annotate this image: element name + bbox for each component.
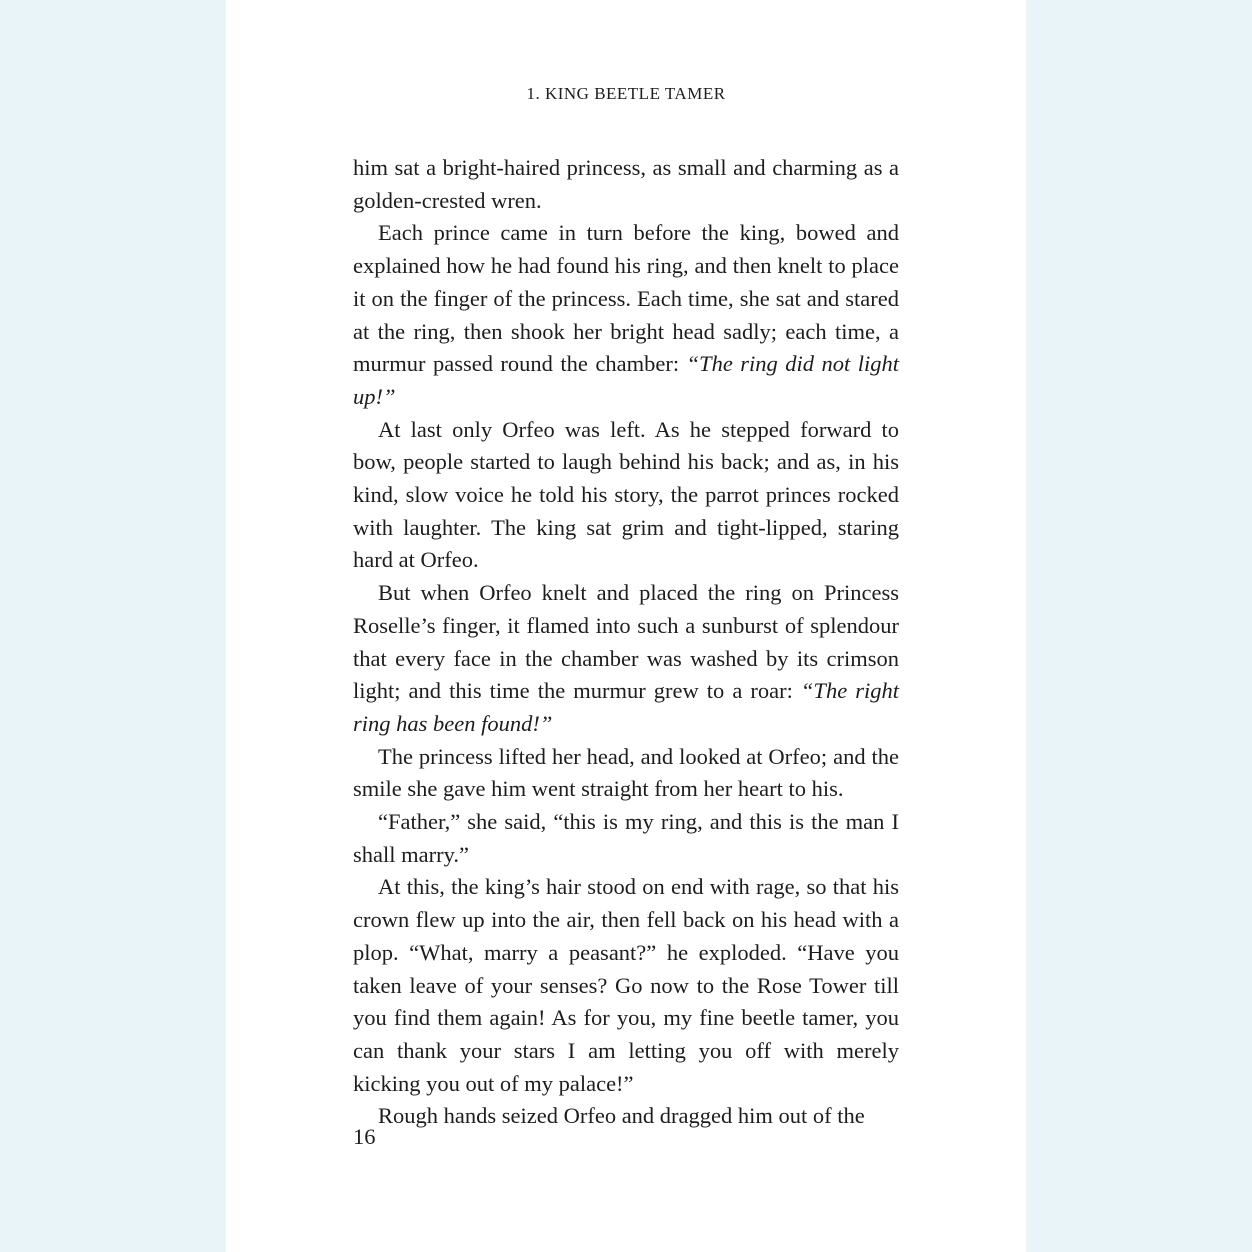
paragraph-6 bbox=[353, 806, 899, 871]
paragraph-6-text: “Father,” she said, “this is my ring, and this is the man I shall marry.” bbox=[353, 809, 899, 867]
paragraph-8 bbox=[353, 1100, 899, 1133]
paragraph-2-text: Each prince came in turn before the king, bowed and explained how he had found his ring, and then knelt to place it on the finger of the princess. Each time, she sat and stared at the ring, then shook her bright head sadly; each time, a murmur passed round the chamber: bbox=[353, 220, 899, 377]
paragraph-3 bbox=[353, 414, 899, 578]
paragraph-4-text: But when Orfeo knelt and placed the ring on Princess Roselle’s finger, it flamed into such a sunburst of splendour that every face in the chamber was washed by its crimson light; and this time the murmur grew to a roar: bbox=[353, 580, 899, 704]
paragraph-2-italic: “The ring did not light up!” bbox=[353, 351, 899, 409]
paragraph-4 bbox=[353, 577, 899, 741]
paragraph-7 bbox=[353, 871, 899, 1100]
page-number: 16 bbox=[353, 1124, 376, 1149]
paragraph-3-text: At last only Orfeo was left. As he stepped forward to bow, people started to laugh behind his back; and as, in his kind, slow voice he told his story, the parrot princes rocked with laughter. The king sat grim and tight-lipped, staring hard at Orfeo. bbox=[353, 416, 899, 573]
book-page bbox=[226, 0, 1026, 1252]
body-text bbox=[353, 152, 899, 1133]
paragraph-4-italic: “The right ring has been found!” bbox=[353, 678, 899, 736]
paragraph-8-text: Rough hands seized Orfeo and dragged him out of the bbox=[378, 1103, 865, 1129]
paragraph-1 bbox=[353, 152, 899, 217]
paragraph-2 bbox=[353, 217, 899, 413]
paragraph-5-text: The princess lifted her head, and looked at Orfeo; and the smile she gave him went straight from her heart to his. bbox=[353, 743, 899, 802]
paragraph-7-text: At this, the king’s hair stood on end with rage, so that his crown flew up into the air, then fell back on his head with a plop. “What, marry a peasant?” he exploded. “Have you taken leave of your senses? Go now to the Rose Tower till you find them again! As for you, my fine beetle tamer, you can thank your stars I am letting you off with merely kicking you out of my palace!” bbox=[353, 874, 899, 1096]
running-head: 1. KING BEETLE TAMER bbox=[526, 84, 726, 103]
paragraph-5 bbox=[353, 741, 899, 806]
paragraph-1-text: him sat a bright-haired princess, as small and charming as a golden-crested wren. bbox=[353, 155, 899, 213]
